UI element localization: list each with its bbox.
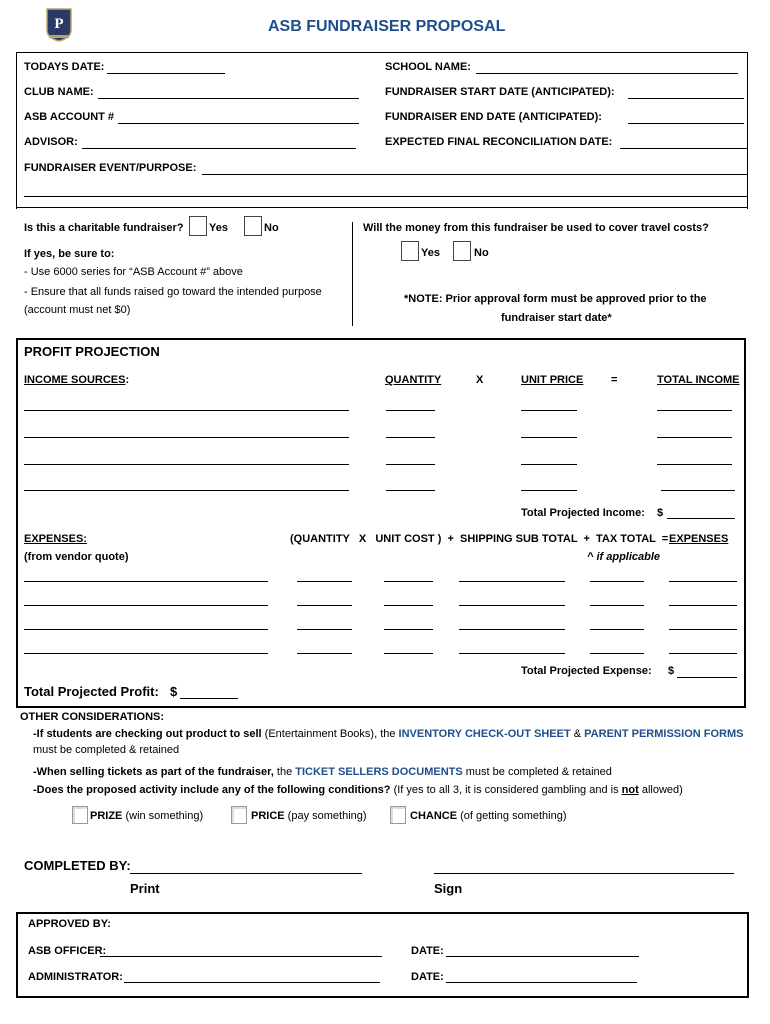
charitable-bullet-2: - Ensure that all funds raised go toward the intended purpose <box>24 286 322 298</box>
income-quantity-field[interactable] <box>386 437 435 438</box>
consideration-1-end: must be completed & retained <box>33 744 180 756</box>
end-date-field[interactable] <box>628 123 744 124</box>
total-projected-income-dollar: $ <box>657 507 664 519</box>
charitable-bullet-1: - Use 6000 series for “ASB Account #” above <box>24 266 243 278</box>
todays-date-field[interactable] <box>107 73 225 74</box>
income-unit-price-field[interactable] <box>521 490 577 491</box>
income-sources-colon: : <box>125 374 130 386</box>
header-box <box>16 52 748 209</box>
price-label: PRICE <box>251 810 285 822</box>
quantity-header: QUANTITY <box>385 374 442 386</box>
consideration-3 <box>33 784 683 796</box>
income-total-field[interactable] <box>657 464 732 465</box>
travel-no-label: No <box>474 247 489 259</box>
consideration-3-allowed: allowed) <box>638 784 683 796</box>
consideration-1 <box>33 728 743 740</box>
expense-shipping-field[interactable] <box>459 653 565 654</box>
charitable-question: Is this a charitable fundraiser? <box>24 222 184 234</box>
expense-total-field[interactable] <box>669 605 737 606</box>
school-crest-logo <box>46 8 72 42</box>
event-purpose-field[interactable] <box>202 174 747 175</box>
expense-shipping-field[interactable] <box>459 581 565 582</box>
charitable-yes-checkbox[interactable] <box>189 216 207 236</box>
consideration-1-mid: (Entertainment Books), the <box>261 728 399 740</box>
expense-total-field[interactable] <box>669 581 737 582</box>
expense-unit-cost-field[interactable] <box>384 605 433 606</box>
consideration-3-lead: -Does the proposed activity include any of the following conditions? <box>33 784 391 796</box>
approved-by-label: APPROVED BY: <box>28 918 111 930</box>
expense-tax-field[interactable] <box>590 629 644 630</box>
total-projected-profit-field[interactable] <box>180 698 238 699</box>
charitable-yes-label: Yes <box>209 222 228 234</box>
expense-shipping-field[interactable] <box>459 605 565 606</box>
prize-desc: (win something) <box>122 810 204 822</box>
inventory-sheet-link[interactable]: INVENTORY CHECK-OUT SHEET <box>398 728 571 740</box>
expense-unit-cost-field[interactable] <box>384 653 433 654</box>
sign-label: Sign <box>434 881 463 896</box>
completed-by-print-field[interactable] <box>130 873 362 874</box>
consideration-2-end: must be completed & retained <box>462 766 612 778</box>
expense-shipping-field[interactable] <box>459 629 565 630</box>
event-purpose-field-line2[interactable] <box>24 196 747 197</box>
charitable-no-label: No <box>264 222 279 234</box>
asb-officer-date-field[interactable] <box>446 956 639 957</box>
total-projected-expense-field[interactable] <box>677 677 737 678</box>
chance-desc: (of getting something) <box>457 810 567 822</box>
chance-checkbox[interactable] <box>390 806 406 824</box>
expense-quantity-field[interactable] <box>297 653 352 654</box>
income-source-field[interactable] <box>24 490 349 491</box>
from-vendor-label: (from vendor quote) <box>24 551 129 563</box>
expenses-column-header: EXPENSES <box>669 533 729 545</box>
equals-symbol: = <box>611 374 618 386</box>
income-unit-price-field[interactable] <box>521 464 577 465</box>
travel-note-line1: *NOTE: Prior approval form must be approved prior to the <box>404 293 707 305</box>
prize-label: PRIZE <box>90 810 123 822</box>
income-sources-header: INCOME SOURCES <box>24 374 126 386</box>
asb-officer-label: ASB OFFICER: <box>28 945 107 957</box>
expense-item-field[interactable] <box>24 629 268 630</box>
other-considerations-heading: OTHER CONSIDERATIONS: <box>20 711 165 723</box>
start-date-field[interactable] <box>628 98 744 99</box>
total-projected-income-label: Total Projected Income: <box>521 507 645 519</box>
approved-by-box <box>16 912 749 998</box>
print-label: Print <box>130 881 160 896</box>
travel-note-line2: fundraiser start date* <box>501 312 612 324</box>
income-unit-price-field[interactable] <box>521 437 577 438</box>
consideration-2 <box>33 766 612 778</box>
income-quantity-field[interactable] <box>386 490 435 491</box>
profit-projection-heading: PROFIT PROJECTION <box>24 344 160 359</box>
income-unit-price-field[interactable] <box>521 410 577 411</box>
expense-tax-field[interactable] <box>590 581 644 582</box>
consideration-2-mid: the <box>273 766 296 778</box>
chance-label: CHANCE <box>410 810 458 822</box>
total-income-header: TOTAL INCOME <box>657 374 740 386</box>
expenses-header: EXPENSES: <box>24 533 87 545</box>
advisor-label: ADVISOR: <box>24 136 78 148</box>
if-applicable-note: ^ if applicable <box>587 551 661 563</box>
charitable-no-checkbox[interactable] <box>244 216 262 236</box>
expense-quantity-field[interactable] <box>297 581 352 582</box>
income-quantity-field[interactable] <box>386 410 435 411</box>
price-checkbox[interactable] <box>231 806 247 824</box>
reconciliation-date-field[interactable] <box>620 148 748 149</box>
asb-account-field[interactable] <box>118 123 359 124</box>
expense-unit-cost-field[interactable] <box>384 581 433 582</box>
club-name-label: CLUB NAME: <box>24 86 94 98</box>
expense-item-field[interactable] <box>24 653 268 654</box>
travel-yes-label: Yes <box>421 247 440 259</box>
parent-permission-forms-link[interactable]: PARENT PERMISSION FORMS <box>584 728 744 740</box>
expense-formula: (QUANTITY X UNIT COST ) + SHIPPING SUB TOTAL + TAX TOTAL = <box>290 533 669 545</box>
club-name-field[interactable] <box>98 98 359 99</box>
income-quantity-field[interactable] <box>386 464 435 465</box>
expense-item-field[interactable] <box>24 605 268 606</box>
todays-date-label: TODAYS DATE: <box>24 61 105 73</box>
travel-no-checkbox[interactable] <box>453 241 471 261</box>
income-source-field[interactable] <box>24 410 349 411</box>
ticket-sellers-documents-link[interactable]: TICKET SELLERS DOCUMENTS <box>295 766 463 778</box>
total-projected-income-field[interactable] <box>667 518 735 519</box>
administrator-field[interactable] <box>124 982 380 983</box>
administrator-date-label: DATE: <box>411 971 444 983</box>
charitable-bullet-3: (account must net $0) <box>24 304 131 316</box>
reconciliation-date-label: EXPECTED FINAL RECONCILIATION DATE: <box>385 136 613 148</box>
income-total-field[interactable] <box>657 437 732 438</box>
not-emphasis: not <box>621 784 639 796</box>
expense-item-field[interactable] <box>24 581 268 582</box>
expense-quantity-field[interactable] <box>297 629 352 630</box>
school-name-label: SCHOOL NAME: <box>385 61 471 73</box>
price-desc: (pay something) <box>284 810 367 822</box>
if-yes-label: If yes, be sure to: <box>24 248 115 260</box>
consideration-1-lead: -If students are checking out product to sell <box>33 728 262 740</box>
consideration-2-lead: -When selling tickets as part of the fundraiser, <box>33 766 274 778</box>
expense-quantity-field[interactable] <box>297 605 352 606</box>
section-divider <box>352 222 353 326</box>
income-source-field[interactable] <box>24 464 349 465</box>
administrator-label: ADMINISTRATOR: <box>28 971 123 983</box>
completed-by-sign-field[interactable] <box>434 873 734 874</box>
consideration-3-rest: (If yes to all 3, it is considered gambling and is <box>390 784 622 796</box>
income-total-field[interactable] <box>657 410 732 411</box>
consideration-1-amp: & <box>570 728 585 740</box>
asb-officer-field[interactable] <box>100 956 382 957</box>
expense-tax-field[interactable] <box>590 653 644 654</box>
end-date-label: FUNDRAISER END DATE (ANTICIPATED): <box>385 111 602 123</box>
expense-tax-field[interactable] <box>590 605 644 606</box>
total-projected-profit-label: Total Projected Profit: <box>24 684 159 699</box>
expense-unit-cost-field[interactable] <box>384 629 433 630</box>
event-purpose-label: FUNDRAISER EVENT/PURPOSE: <box>24 162 197 174</box>
start-date-label: FUNDRAISER START DATE (ANTICIPATED): <box>385 86 615 98</box>
asb-account-label: ASB ACCOUNT # <box>24 111 115 123</box>
prize-checkbox[interactable] <box>72 806 88 824</box>
advisor-field[interactable] <box>82 148 356 149</box>
total-projected-expense-dollar: $ <box>668 665 675 677</box>
unit-price-header: UNIT PRICE <box>521 374 584 386</box>
asb-officer-date-label: DATE: <box>411 945 444 957</box>
logo-letter: P <box>54 16 64 32</box>
expense-total-field[interactable] <box>669 653 737 654</box>
school-name-field[interactable] <box>476 73 738 74</box>
expense-total-field[interactable] <box>669 629 737 630</box>
travel-question: Will the money from this fundraiser be used to cover travel costs? <box>363 222 709 234</box>
completed-by-label: COMPLETED BY: <box>24 858 131 873</box>
income-total-field[interactable] <box>661 490 735 491</box>
income-source-field[interactable] <box>24 437 349 438</box>
total-projected-profit-dollar: $ <box>170 684 178 699</box>
page-title: ASB FUNDRAISER PROPOSAL <box>268 18 506 35</box>
travel-yes-checkbox[interactable] <box>401 241 419 261</box>
administrator-date-field[interactable] <box>446 982 637 983</box>
header-bottom-rule <box>16 207 747 208</box>
times-symbol: X <box>476 374 484 386</box>
total-projected-expense-label: Total Projected Expense: <box>521 665 652 677</box>
